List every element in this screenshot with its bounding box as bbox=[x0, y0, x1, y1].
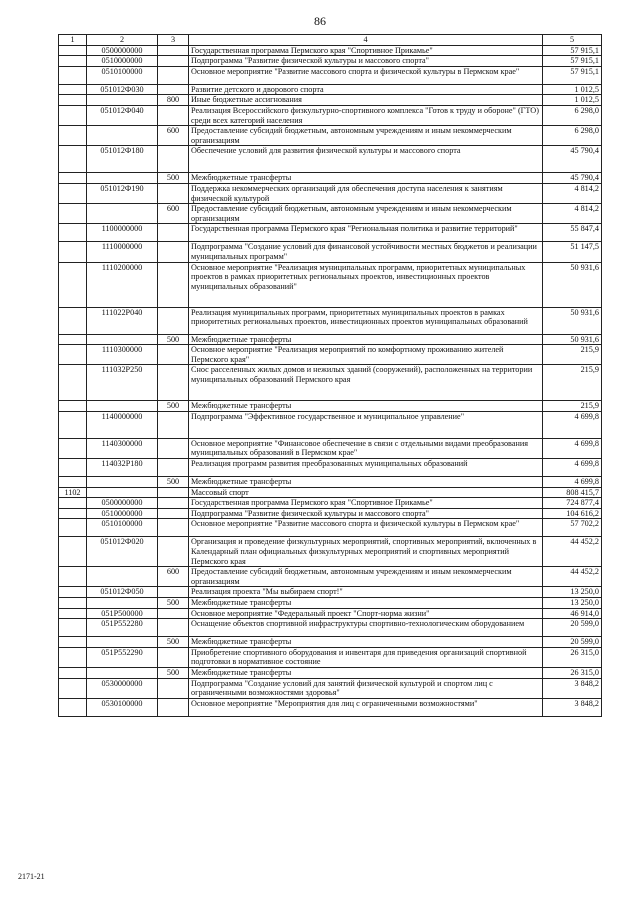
section-cell bbox=[59, 519, 87, 537]
table-row bbox=[59, 619, 602, 637]
type-cell: 500 bbox=[158, 667, 189, 678]
type-cell: 500 bbox=[158, 637, 189, 648]
table-row bbox=[59, 647, 602, 667]
code-cell: 1110300000 bbox=[87, 345, 158, 365]
name-cell: Подпрограмма "Развитие физической культуры и массового спорта" bbox=[189, 508, 543, 519]
table-row bbox=[59, 598, 602, 609]
table-row bbox=[59, 173, 602, 184]
name-cell: Основное мероприятие "Реализация мероприятий по комфортному проживанию жителей Пермского края" bbox=[189, 345, 543, 365]
sum-cell: 104 616,2 bbox=[543, 508, 602, 519]
table-row bbox=[59, 66, 602, 84]
section-cell bbox=[59, 173, 87, 184]
code-cell bbox=[87, 598, 158, 609]
table-row bbox=[59, 459, 602, 477]
code-cell bbox=[87, 334, 158, 345]
name-cell: Реализация муниципальных программ, приоритетных муниципальных проектов в рамках приоритетных региональных проектов, инвестиционных проектов муниципальных образований bbox=[189, 307, 543, 334]
table-row bbox=[59, 365, 602, 401]
type-cell bbox=[158, 537, 189, 567]
code-cell: 0510000000 bbox=[87, 508, 158, 519]
section-cell bbox=[59, 619, 87, 637]
name-cell: Реализация Всероссийского физкультурно-спортивного комплекса "Готов к труду и обороне" (ГТО) среди всех категорий населения bbox=[189, 105, 543, 125]
sum-cell: 724 877,4 bbox=[543, 498, 602, 509]
sum-cell: 4 699,8 bbox=[543, 438, 602, 458]
code-cell: 0530000000 bbox=[87, 678, 158, 698]
name-cell: Межбюджетные трансферты bbox=[189, 334, 543, 345]
section-cell bbox=[59, 126, 87, 146]
type-cell bbox=[158, 647, 189, 667]
code-cell: 0500000000 bbox=[87, 45, 158, 56]
code-cell: 051012Ф180 bbox=[87, 146, 158, 173]
sum-cell: 4 699,8 bbox=[543, 411, 602, 438]
table-row bbox=[59, 84, 602, 95]
table-row bbox=[59, 224, 602, 242]
sum-cell: 45 790,4 bbox=[543, 146, 602, 173]
name-cell: Подпрограмма "Создание условий для финансовой устойчивости местных бюджетов и реализации муниципальных программ" bbox=[189, 242, 543, 262]
type-cell bbox=[158, 438, 189, 458]
sum-cell: 50 931,6 bbox=[543, 307, 602, 334]
code-cell bbox=[87, 204, 158, 224]
sum-cell: 50 931,6 bbox=[543, 334, 602, 345]
sum-cell: 3 848,2 bbox=[543, 678, 602, 698]
type-cell bbox=[158, 242, 189, 262]
name-cell: Подпрограмма "Развитие физической культуры и массового спорта" bbox=[189, 56, 543, 67]
code-cell bbox=[87, 487, 158, 498]
type-cell bbox=[158, 608, 189, 619]
sum-cell: 3 848,2 bbox=[543, 698, 602, 716]
section-cell bbox=[59, 567, 87, 587]
code-cell: 051Р500000 bbox=[87, 608, 158, 619]
section-cell bbox=[59, 262, 87, 307]
table-row bbox=[59, 262, 602, 307]
sum-cell: 4 814,2 bbox=[543, 183, 602, 203]
section-cell bbox=[59, 477, 87, 488]
table-row bbox=[59, 487, 602, 498]
section-cell bbox=[59, 84, 87, 95]
section-cell bbox=[59, 667, 87, 678]
sum-cell: 57 915,1 bbox=[543, 45, 602, 56]
table-row bbox=[59, 477, 602, 488]
name-cell: Основное мероприятие "Развитие массового спорта и физической культуры в Пермском крае" bbox=[189, 66, 543, 84]
name-cell: Основное мероприятие "Мероприятия для лиц с ограниченными возможностями" bbox=[189, 698, 543, 716]
table-row bbox=[59, 637, 602, 648]
sum-cell: 44 452,2 bbox=[543, 567, 602, 587]
table-row bbox=[59, 345, 602, 365]
sum-cell: 26 315,0 bbox=[543, 647, 602, 667]
code-cell: 111022Р040 bbox=[87, 307, 158, 334]
name-cell: Межбюджетные трансферты bbox=[189, 637, 543, 648]
name-cell: Приобретение спортивного оборудования и инвентаря для приведения организаций спортивной подготовки в нормативное состояние bbox=[189, 647, 543, 667]
table-row bbox=[59, 126, 602, 146]
sum-cell: 808 415,7 bbox=[543, 487, 602, 498]
type-cell bbox=[158, 262, 189, 307]
section-cell bbox=[59, 411, 87, 438]
section-cell bbox=[59, 334, 87, 345]
name-cell: Поддержка некоммерческих организаций для обеспечения доступа населения к занятиям физической культурой bbox=[189, 183, 543, 203]
sum-cell: 55 847,4 bbox=[543, 224, 602, 242]
type-cell bbox=[158, 56, 189, 67]
section-cell bbox=[59, 45, 87, 56]
section-cell bbox=[59, 105, 87, 125]
sum-cell: 1 012,5 bbox=[543, 95, 602, 106]
table-row bbox=[59, 438, 602, 458]
header-name-col: 4 bbox=[189, 35, 543, 46]
table-row bbox=[59, 498, 602, 509]
section-cell bbox=[59, 183, 87, 203]
type-cell bbox=[158, 224, 189, 242]
section-cell bbox=[59, 224, 87, 242]
name-cell: Предоставление субсидий бюджетным, автономным учреждениям и иным некоммерческим организациям bbox=[189, 126, 543, 146]
name-cell: Обеспечение условий для развития физической культуры и массового спорта bbox=[189, 146, 543, 173]
code-cell: 051Р552280 bbox=[87, 619, 158, 637]
type-cell bbox=[158, 587, 189, 598]
header-code-col: 2 bbox=[87, 35, 158, 46]
code-cell: 051012Ф030 bbox=[87, 84, 158, 95]
sum-cell: 1 012,5 bbox=[543, 84, 602, 95]
sum-cell: 57 702,2 bbox=[543, 519, 602, 537]
code-cell: 0510100000 bbox=[87, 66, 158, 84]
name-cell: Государственная программа Пермского края "Региональная политика и развитие территорий" bbox=[189, 224, 543, 242]
table-row bbox=[59, 45, 602, 56]
type-cell bbox=[158, 508, 189, 519]
name-cell: Государственная программа Пермского края "Спортивное Прикамье" bbox=[189, 45, 543, 56]
section-cell bbox=[59, 95, 87, 106]
name-cell: Предоставление субсидий бюджетным, автономным учреждениям и иным некоммерческим организациям bbox=[189, 567, 543, 587]
code-cell: 114032Р180 bbox=[87, 459, 158, 477]
code-cell bbox=[87, 401, 158, 412]
sum-cell: 4 814,2 bbox=[543, 204, 602, 224]
code-cell bbox=[87, 667, 158, 678]
code-cell: 0510000000 bbox=[87, 56, 158, 67]
table-row bbox=[59, 146, 602, 173]
sum-cell: 50 931,6 bbox=[543, 262, 602, 307]
section-cell bbox=[59, 498, 87, 509]
table-row bbox=[59, 537, 602, 567]
type-cell: 500 bbox=[158, 334, 189, 345]
table-row bbox=[59, 307, 602, 334]
code-cell bbox=[87, 477, 158, 488]
table-header-row bbox=[59, 35, 602, 46]
type-cell: 500 bbox=[158, 173, 189, 184]
sum-cell: 215,9 bbox=[543, 345, 602, 365]
code-cell bbox=[87, 637, 158, 648]
sum-cell: 57 915,1 bbox=[543, 56, 602, 67]
section-cell bbox=[59, 647, 87, 667]
table-row bbox=[59, 508, 602, 519]
name-cell: Межбюджетные трансферты bbox=[189, 667, 543, 678]
type-cell: 600 bbox=[158, 204, 189, 224]
table-row bbox=[59, 105, 602, 125]
sum-cell: 13 250,0 bbox=[543, 587, 602, 598]
sum-cell: 6 298,0 bbox=[543, 126, 602, 146]
name-cell: Реализация проекта "Мы выбираем спорт!" bbox=[189, 587, 543, 598]
sum-cell: 57 915,1 bbox=[543, 66, 602, 84]
name-cell: Государственная программа Пермского края "Спортивное Прикамье" bbox=[189, 498, 543, 509]
code-cell: 051012Ф020 bbox=[87, 537, 158, 567]
table-row bbox=[59, 95, 602, 106]
section-cell: 1102 bbox=[59, 487, 87, 498]
code-cell bbox=[87, 567, 158, 587]
code-cell bbox=[87, 126, 158, 146]
section-cell bbox=[59, 401, 87, 412]
name-cell: Предоставление субсидий бюджетным, автономным учреждениям и иным некоммерческим организациям bbox=[189, 204, 543, 224]
type-cell bbox=[158, 619, 189, 637]
name-cell: Межбюджетные трансферты bbox=[189, 598, 543, 609]
section-cell bbox=[59, 537, 87, 567]
type-cell: 500 bbox=[158, 477, 189, 488]
name-cell: Межбюджетные трансферты bbox=[189, 477, 543, 488]
section-cell bbox=[59, 345, 87, 365]
type-cell bbox=[158, 411, 189, 438]
section-cell bbox=[59, 365, 87, 401]
section-cell bbox=[59, 307, 87, 334]
table-row bbox=[59, 411, 602, 438]
type-cell bbox=[158, 146, 189, 173]
type-cell bbox=[158, 678, 189, 698]
type-cell bbox=[158, 365, 189, 401]
type-cell bbox=[158, 183, 189, 203]
section-cell bbox=[59, 698, 87, 716]
section-cell bbox=[59, 66, 87, 84]
type-cell bbox=[158, 66, 189, 84]
type-cell bbox=[158, 459, 189, 477]
type-cell: 500 bbox=[158, 598, 189, 609]
table-row bbox=[59, 334, 602, 345]
code-cell bbox=[87, 173, 158, 184]
name-cell: Основное мероприятие "Реализация муниципальных программ, приоритетных муниципальных проектов в рамках приоритетных региональных проектов, инвестиционных проектов муниципальных образований" bbox=[189, 262, 543, 307]
sum-cell: 20 599,0 bbox=[543, 637, 602, 648]
table-row bbox=[59, 567, 602, 587]
code-cell: 051012Ф040 bbox=[87, 105, 158, 125]
code-cell: 051Р552290 bbox=[87, 647, 158, 667]
table-row bbox=[59, 401, 602, 412]
table-row bbox=[59, 56, 602, 67]
table-row bbox=[59, 608, 602, 619]
section-cell bbox=[59, 637, 87, 648]
code-cell: 0510100000 bbox=[87, 519, 158, 537]
code-cell bbox=[87, 95, 158, 106]
section-cell bbox=[59, 146, 87, 173]
code-cell: 0500000000 bbox=[87, 498, 158, 509]
header-type-col: 3 bbox=[158, 35, 189, 46]
name-cell: Иные бюджетные ассигнования bbox=[189, 95, 543, 106]
type-cell bbox=[158, 345, 189, 365]
sum-cell: 215,9 bbox=[543, 365, 602, 401]
name-cell: Подпрограмма "Эффективное государственное и муниципальное управление" bbox=[189, 411, 543, 438]
type-cell bbox=[158, 84, 189, 95]
type-cell: 600 bbox=[158, 567, 189, 587]
sum-cell: 13 250,0 bbox=[543, 598, 602, 609]
code-cell: 051012Ф190 bbox=[87, 183, 158, 203]
type-cell bbox=[158, 498, 189, 509]
sum-cell: 44 452,2 bbox=[543, 537, 602, 567]
page-number: 86 bbox=[314, 14, 326, 28]
code-cell: 1110200000 bbox=[87, 262, 158, 307]
sum-cell: 4 699,8 bbox=[543, 477, 602, 488]
type-cell bbox=[158, 45, 189, 56]
table-row bbox=[59, 242, 602, 262]
name-cell: Развитие детского и дворового спорта bbox=[189, 84, 543, 95]
code-cell: 0530100000 bbox=[87, 698, 158, 716]
section-cell bbox=[59, 508, 87, 519]
type-cell bbox=[158, 698, 189, 716]
name-cell: Массовый спорт bbox=[189, 487, 543, 498]
section-cell bbox=[59, 242, 87, 262]
type-cell bbox=[158, 519, 189, 537]
sum-cell: 6 298,0 bbox=[543, 105, 602, 125]
type-cell bbox=[158, 487, 189, 498]
section-cell bbox=[59, 56, 87, 67]
section-cell bbox=[59, 438, 87, 458]
name-cell: Межбюджетные трансферты bbox=[189, 401, 543, 412]
sum-cell: 45 790,4 bbox=[543, 173, 602, 184]
table-row bbox=[59, 183, 602, 203]
section-cell bbox=[59, 459, 87, 477]
section-cell bbox=[59, 598, 87, 609]
section-cell bbox=[59, 608, 87, 619]
table-row bbox=[59, 587, 602, 598]
budget-table bbox=[58, 34, 602, 717]
footer-document-code: 2171-21 bbox=[18, 872, 45, 881]
code-cell: 051012Ф050 bbox=[87, 587, 158, 598]
sum-cell: 20 599,0 bbox=[543, 619, 602, 637]
type-cell: 600 bbox=[158, 126, 189, 146]
section-cell bbox=[59, 678, 87, 698]
header-section-col: 1 bbox=[59, 35, 87, 46]
name-cell: Основное мероприятие "Федеральный проект "Спорт-норма жизни" bbox=[189, 608, 543, 619]
sum-cell: 26 315,0 bbox=[543, 667, 602, 678]
type-cell bbox=[158, 105, 189, 125]
table-row bbox=[59, 667, 602, 678]
sum-cell: 215,9 bbox=[543, 401, 602, 412]
sum-cell: 51 147,5 bbox=[543, 242, 602, 262]
table-row bbox=[59, 678, 602, 698]
code-cell: 1110000000 bbox=[87, 242, 158, 262]
code-cell: 1100000000 bbox=[87, 224, 158, 242]
name-cell: Подпрограмма "Создание условий для занятий физической культурой и спортом лиц с ограниченными возможностями здоровья" bbox=[189, 678, 543, 698]
table-row bbox=[59, 698, 602, 716]
header-sum-col: 5 bbox=[543, 35, 602, 46]
name-cell: Организация и проведение физкультурных мероприятий, спортивных мероприятий, включенных в Календарный план официальных физкультурных мероприятий и спортивных мероприятий Пермского края bbox=[189, 537, 543, 567]
table-body bbox=[59, 45, 602, 716]
sum-cell: 46 914,0 bbox=[543, 608, 602, 619]
code-cell: 1140000000 bbox=[87, 411, 158, 438]
name-cell: Оснащение объектов спортивной инфраструктуры спортивно-технологическим оборудованием bbox=[189, 619, 543, 637]
type-cell: 500 bbox=[158, 401, 189, 412]
code-cell: 111032Р250 bbox=[87, 365, 158, 401]
type-cell: 800 bbox=[158, 95, 189, 106]
section-cell bbox=[59, 587, 87, 598]
name-cell: Реализация программ развития преобразованных муниципальных образований bbox=[189, 459, 543, 477]
name-cell: Межбюджетные трансферты bbox=[189, 173, 543, 184]
code-cell: 1140300000 bbox=[87, 438, 158, 458]
table-row bbox=[59, 204, 602, 224]
name-cell: Основное мероприятие "Развитие массового спорта и физической культуры в Пермском крае" bbox=[189, 519, 543, 537]
name-cell: Снос расселенных жилых домов и нежилых зданий (сооружений), расположенных на территории муниципальных образований Пермского края bbox=[189, 365, 543, 401]
table-row bbox=[59, 519, 602, 537]
type-cell bbox=[158, 307, 189, 334]
section-cell bbox=[59, 204, 87, 224]
name-cell: Основное мероприятие "Финансовое обеспечение в связи с отдельными видами преобразования муниципальных образований в Пермском крае" bbox=[189, 438, 543, 458]
sum-cell: 4 699,8 bbox=[543, 459, 602, 477]
